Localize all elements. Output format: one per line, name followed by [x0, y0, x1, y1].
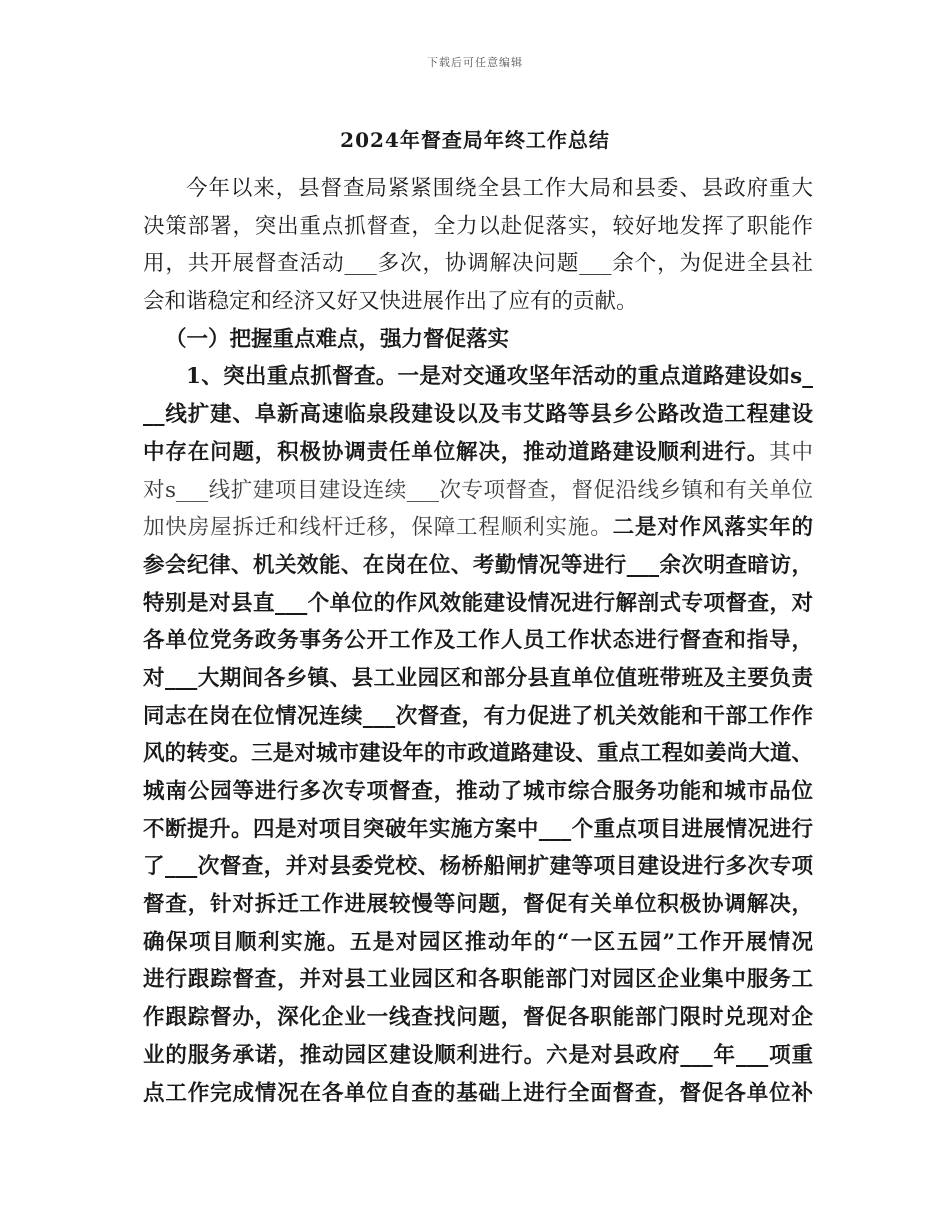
text-line: 对___大期间各乡镇、县工业园区和部分县直单位值班带班及主要负责 [143, 665, 813, 691]
text-line: 加快房屋拆迁和线杆迁移，保障工程顺利实施。二是对作风落实年的 [143, 515, 813, 541]
document-title: 2024年督查局年终工作总结 [340, 128, 610, 152]
text-line: （一）把握重点难点，强力督促落实 [165, 326, 510, 352]
text-line: 不断提升。四是对项目突破年实施方案中___个重点项目进展情况进行 [143, 816, 813, 842]
text-line: 各单位党务政务事务公开工作及工作人员工作状态进行督查和指导， [143, 628, 813, 654]
text-line: 1、突出重点抓督查。一是对交通攻坚年活动的重点道路建设如s_ [186, 364, 813, 390]
text-line: 了___次督查，并对县委党校、杨桥船闸扩建等项目建设进行多次专项 [143, 854, 813, 880]
text-line: 确保项目顺利实施。五是对园区推动年的“一区五园”工作开展情况 [143, 929, 813, 955]
text-line: 决策部署，突出重点抓督查，全力以赴促落实，较好地发挥了职能作 [143, 213, 813, 239]
document-body [143, 170, 813, 1112]
text-line: 特别是对县直___个单位的作风效能建设情况进行解剖式专项督查，对 [143, 590, 813, 616]
text-line: 进行跟踪督查，并对县工业园区和各职能部门对园区企业集中服务工 [143, 967, 813, 993]
page-header-note: 下载后可任意编辑 [427, 56, 523, 69]
text-line: 对s___线扩建项目建设连续___次专项督查，督促沿线乡镇和有关单位 [143, 477, 813, 503]
text-line: 作跟踪督办，深化企业一线查找问题，督促各职能部门限时兑现对企 [143, 1005, 813, 1031]
text-line: 督查，针对拆迁工作进展较慢等问题，督促有关单位积极协调解决， [143, 892, 813, 918]
text-line: 业的服务承诺，推动园区建设顺利进行。六是对县政府___年___项重 [143, 1042, 813, 1068]
text-line: 会和谐稳定和经济又好又快进展作出了应有的贡献。 [143, 289, 638, 315]
text-line: 中存在问题，积极协调责任单位解决，推动道路建设顺利进行。其中 [143, 439, 813, 465]
text-line: 点工作完成情况在各单位自查的基础上进行全面督查，督促各单位补 [143, 1080, 813, 1106]
text-line: 参会纪律、机关效能、在岗在位、考勤情况等进行___余次明查暗访， [143, 552, 813, 578]
text-line: 用，共开展督查活动___多次，协调解决问题___余个，为促进全县社 [143, 251, 813, 277]
text-line: 风的转变。三是对城市建设年的市政道路建设、重点工程如姜尚大道、 [143, 741, 813, 767]
text-line: 同志在岗在位情况连续___次督查，有力促进了机关效能和干部工作作 [143, 703, 813, 729]
text-line: 城南公园等进行多次专项督查，推动了城市综合服务功能和城市品位 [143, 779, 813, 804]
text-line: 今年以来，县督查局紧紧围绕全县工作大局和县委、县政府重大 [186, 176, 813, 201]
text-line: __线扩建、阜新高速临泉段建设以及韦艾路等县乡公路改造工程建设 [143, 402, 813, 428]
